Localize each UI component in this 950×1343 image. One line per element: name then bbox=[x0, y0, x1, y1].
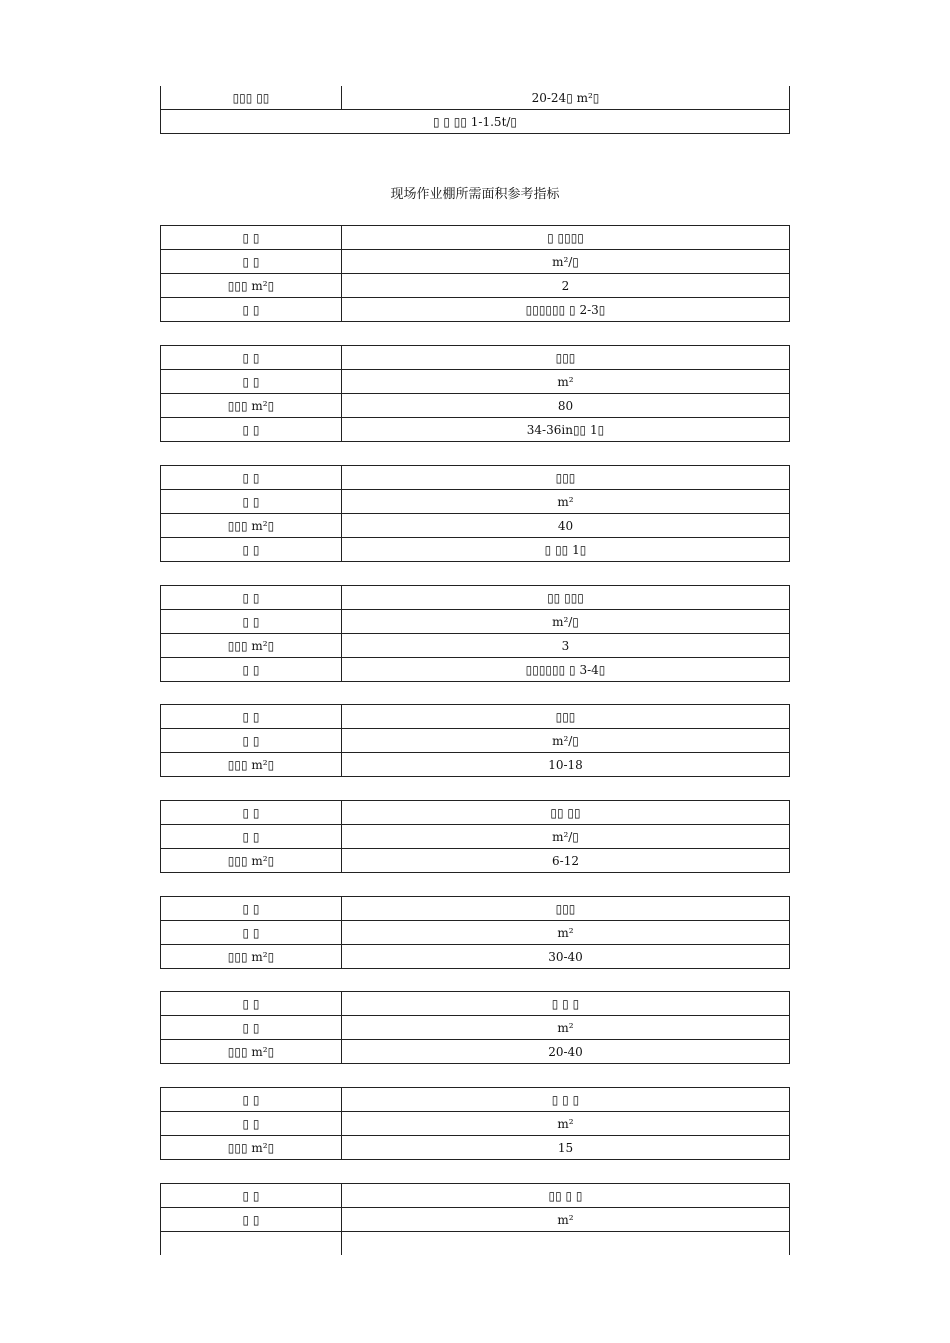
area-table bbox=[160, 704, 790, 777]
row-value: ▯▯▯▯▯▯ ▯ 3-4▯ bbox=[342, 658, 790, 682]
table-row bbox=[161, 1208, 790, 1232]
row-value: m² bbox=[342, 921, 790, 945]
table-row bbox=[161, 992, 790, 1016]
row-label: ▯ ▯ bbox=[161, 538, 342, 562]
row-label: ▯▯▯ m²▯ bbox=[161, 1040, 342, 1064]
row-value: m² bbox=[342, 370, 790, 394]
row-label: ▯ ▯ bbox=[161, 658, 342, 682]
table-row bbox=[161, 514, 790, 538]
row-label: ▯ ▯ bbox=[161, 466, 342, 490]
row-value: m² bbox=[342, 1016, 790, 1040]
area-table bbox=[160, 345, 790, 442]
table-row bbox=[161, 586, 790, 610]
row-label: ▯ ▯ bbox=[161, 250, 342, 274]
row-label: ▯ ▯ bbox=[161, 298, 342, 322]
row-value: 30-40 bbox=[342, 945, 790, 969]
table-row bbox=[161, 1112, 790, 1136]
table-row bbox=[161, 1016, 790, 1040]
row-value: 80 bbox=[342, 394, 790, 418]
row-label: ▯ ▯ bbox=[161, 1208, 342, 1232]
row-value: ▯▯▯▯▯▯ ▯ 2-3▯ bbox=[342, 298, 790, 322]
area-table bbox=[160, 465, 790, 562]
row-label: ▯ ▯ bbox=[161, 346, 342, 370]
area-table bbox=[160, 896, 790, 969]
row-label: ▯ ▯ bbox=[161, 705, 342, 729]
row-value: 40 bbox=[342, 514, 790, 538]
row-value: ▯ ▯ ▯ bbox=[342, 1088, 790, 1112]
table-row bbox=[161, 945, 790, 969]
row-label: ▯ ▯ bbox=[161, 801, 342, 825]
row-value: m²/▯ bbox=[342, 250, 790, 274]
row-label: ▯ ▯ bbox=[161, 729, 342, 753]
row-value: ▯▯ ▯▯ bbox=[342, 801, 790, 825]
table-row bbox=[161, 346, 790, 370]
row-value: 2 bbox=[342, 274, 790, 298]
merged-cell: ▯ ▯ ▯▯ 1-1.5t/▯ bbox=[161, 110, 790, 134]
row-value: m² bbox=[342, 490, 790, 514]
table-row bbox=[161, 418, 790, 442]
row-label: ▯▯▯ m²▯ bbox=[161, 274, 342, 298]
row-value bbox=[342, 1232, 790, 1256]
table-row bbox=[161, 274, 790, 298]
area-table bbox=[160, 1183, 790, 1255]
table-row bbox=[161, 298, 790, 322]
row-value: ▯▯▯ bbox=[342, 466, 790, 490]
row-label: ▯▯▯ m²▯ bbox=[161, 849, 342, 873]
table-row bbox=[161, 1232, 790, 1256]
row-label: ▯▯▯ m²▯ bbox=[161, 394, 342, 418]
table-row bbox=[161, 610, 790, 634]
row-value: 20-24▯ m²▯ bbox=[342, 86, 790, 110]
row-value: 34-36in▯▯ 1▯ bbox=[342, 418, 790, 442]
page-title: 现场作业棚所需面积参考指标 bbox=[390, 187, 560, 202]
row-label: ▯▯▯ m²▯ bbox=[161, 1136, 342, 1160]
row-value: ▯▯ ▯▯▯ bbox=[342, 586, 790, 610]
row-label: ▯ ▯ bbox=[161, 418, 342, 442]
row-label: ▯▯▯ m²▯ bbox=[161, 753, 342, 777]
row-label: ▯ ▯ bbox=[161, 1184, 342, 1208]
area-table bbox=[160, 585, 790, 682]
row-value: ▯▯ ▯ ▯ bbox=[342, 1184, 790, 1208]
row-label: ▯ ▯ bbox=[161, 825, 342, 849]
row-value: ▯ ▯ ▯ bbox=[342, 992, 790, 1016]
table-row bbox=[161, 394, 790, 418]
table-row bbox=[161, 753, 790, 777]
row-label: ▯ ▯ bbox=[161, 921, 342, 945]
row-value: 20-40 bbox=[342, 1040, 790, 1064]
table-row bbox=[161, 86, 790, 110]
row-label: ▯ ▯ bbox=[161, 586, 342, 610]
table-row bbox=[161, 1088, 790, 1112]
table-row bbox=[161, 490, 790, 514]
table-row bbox=[161, 825, 790, 849]
table-row bbox=[161, 370, 790, 394]
row-label: ▯ ▯ bbox=[161, 992, 342, 1016]
row-label: ▯ ▯ bbox=[161, 1016, 342, 1040]
row-label: ▯▯▯ m²▯ bbox=[161, 634, 342, 658]
area-table bbox=[160, 991, 790, 1064]
table-row bbox=[161, 849, 790, 873]
table-row bbox=[161, 250, 790, 274]
row-value: ▯ ▯▯ 1▯ bbox=[342, 538, 790, 562]
row-value: ▯▯▯ bbox=[342, 346, 790, 370]
table-row bbox=[161, 538, 790, 562]
row-label: ▯ ▯ bbox=[161, 226, 342, 250]
table-row bbox=[161, 897, 790, 921]
table-row bbox=[161, 658, 790, 682]
table-row bbox=[161, 634, 790, 658]
row-label: ▯ ▯ bbox=[161, 1112, 342, 1136]
table-row bbox=[161, 1184, 790, 1208]
area-table bbox=[160, 1087, 790, 1160]
row-value: m²/▯ bbox=[342, 825, 790, 849]
row-value: ▯▯▯ bbox=[342, 705, 790, 729]
row-value: 10-18 bbox=[342, 753, 790, 777]
row-value: 3 bbox=[342, 634, 790, 658]
row-label: ▯ ▯ bbox=[161, 490, 342, 514]
table-row bbox=[161, 921, 790, 945]
row-value: ▯▯▯ bbox=[342, 897, 790, 921]
area-table bbox=[160, 225, 790, 322]
table-row bbox=[161, 1040, 790, 1064]
table-row bbox=[161, 226, 790, 250]
table-row bbox=[161, 801, 790, 825]
row-value: 15 bbox=[342, 1136, 790, 1160]
row-value: m² bbox=[342, 1112, 790, 1136]
row-value: 6-12 bbox=[342, 849, 790, 873]
table-row bbox=[161, 466, 790, 490]
row-label: ▯▯▯ m²▯ bbox=[161, 514, 342, 538]
row-label: ▯▯▯ m²▯ bbox=[161, 945, 342, 969]
row-label: ▯▯▯ ▯▯ bbox=[161, 86, 342, 110]
table-row bbox=[161, 705, 790, 729]
row-value: m²/▯ bbox=[342, 610, 790, 634]
row-label bbox=[161, 1232, 342, 1256]
row-label: ▯ ▯ bbox=[161, 1088, 342, 1112]
row-value: m² bbox=[342, 1208, 790, 1232]
row-label: ▯ ▯ bbox=[161, 610, 342, 634]
area-table bbox=[160, 800, 790, 873]
row-value: m²/▯ bbox=[342, 729, 790, 753]
row-label: ▯ ▯ bbox=[161, 370, 342, 394]
table-row bbox=[161, 110, 790, 134]
prev-table bbox=[160, 86, 790, 134]
row-value: ▯ ▯▯▯▯ bbox=[342, 226, 790, 250]
table-row bbox=[161, 729, 790, 753]
row-label: ▯ ▯ bbox=[161, 897, 342, 921]
table-row bbox=[161, 1136, 790, 1160]
